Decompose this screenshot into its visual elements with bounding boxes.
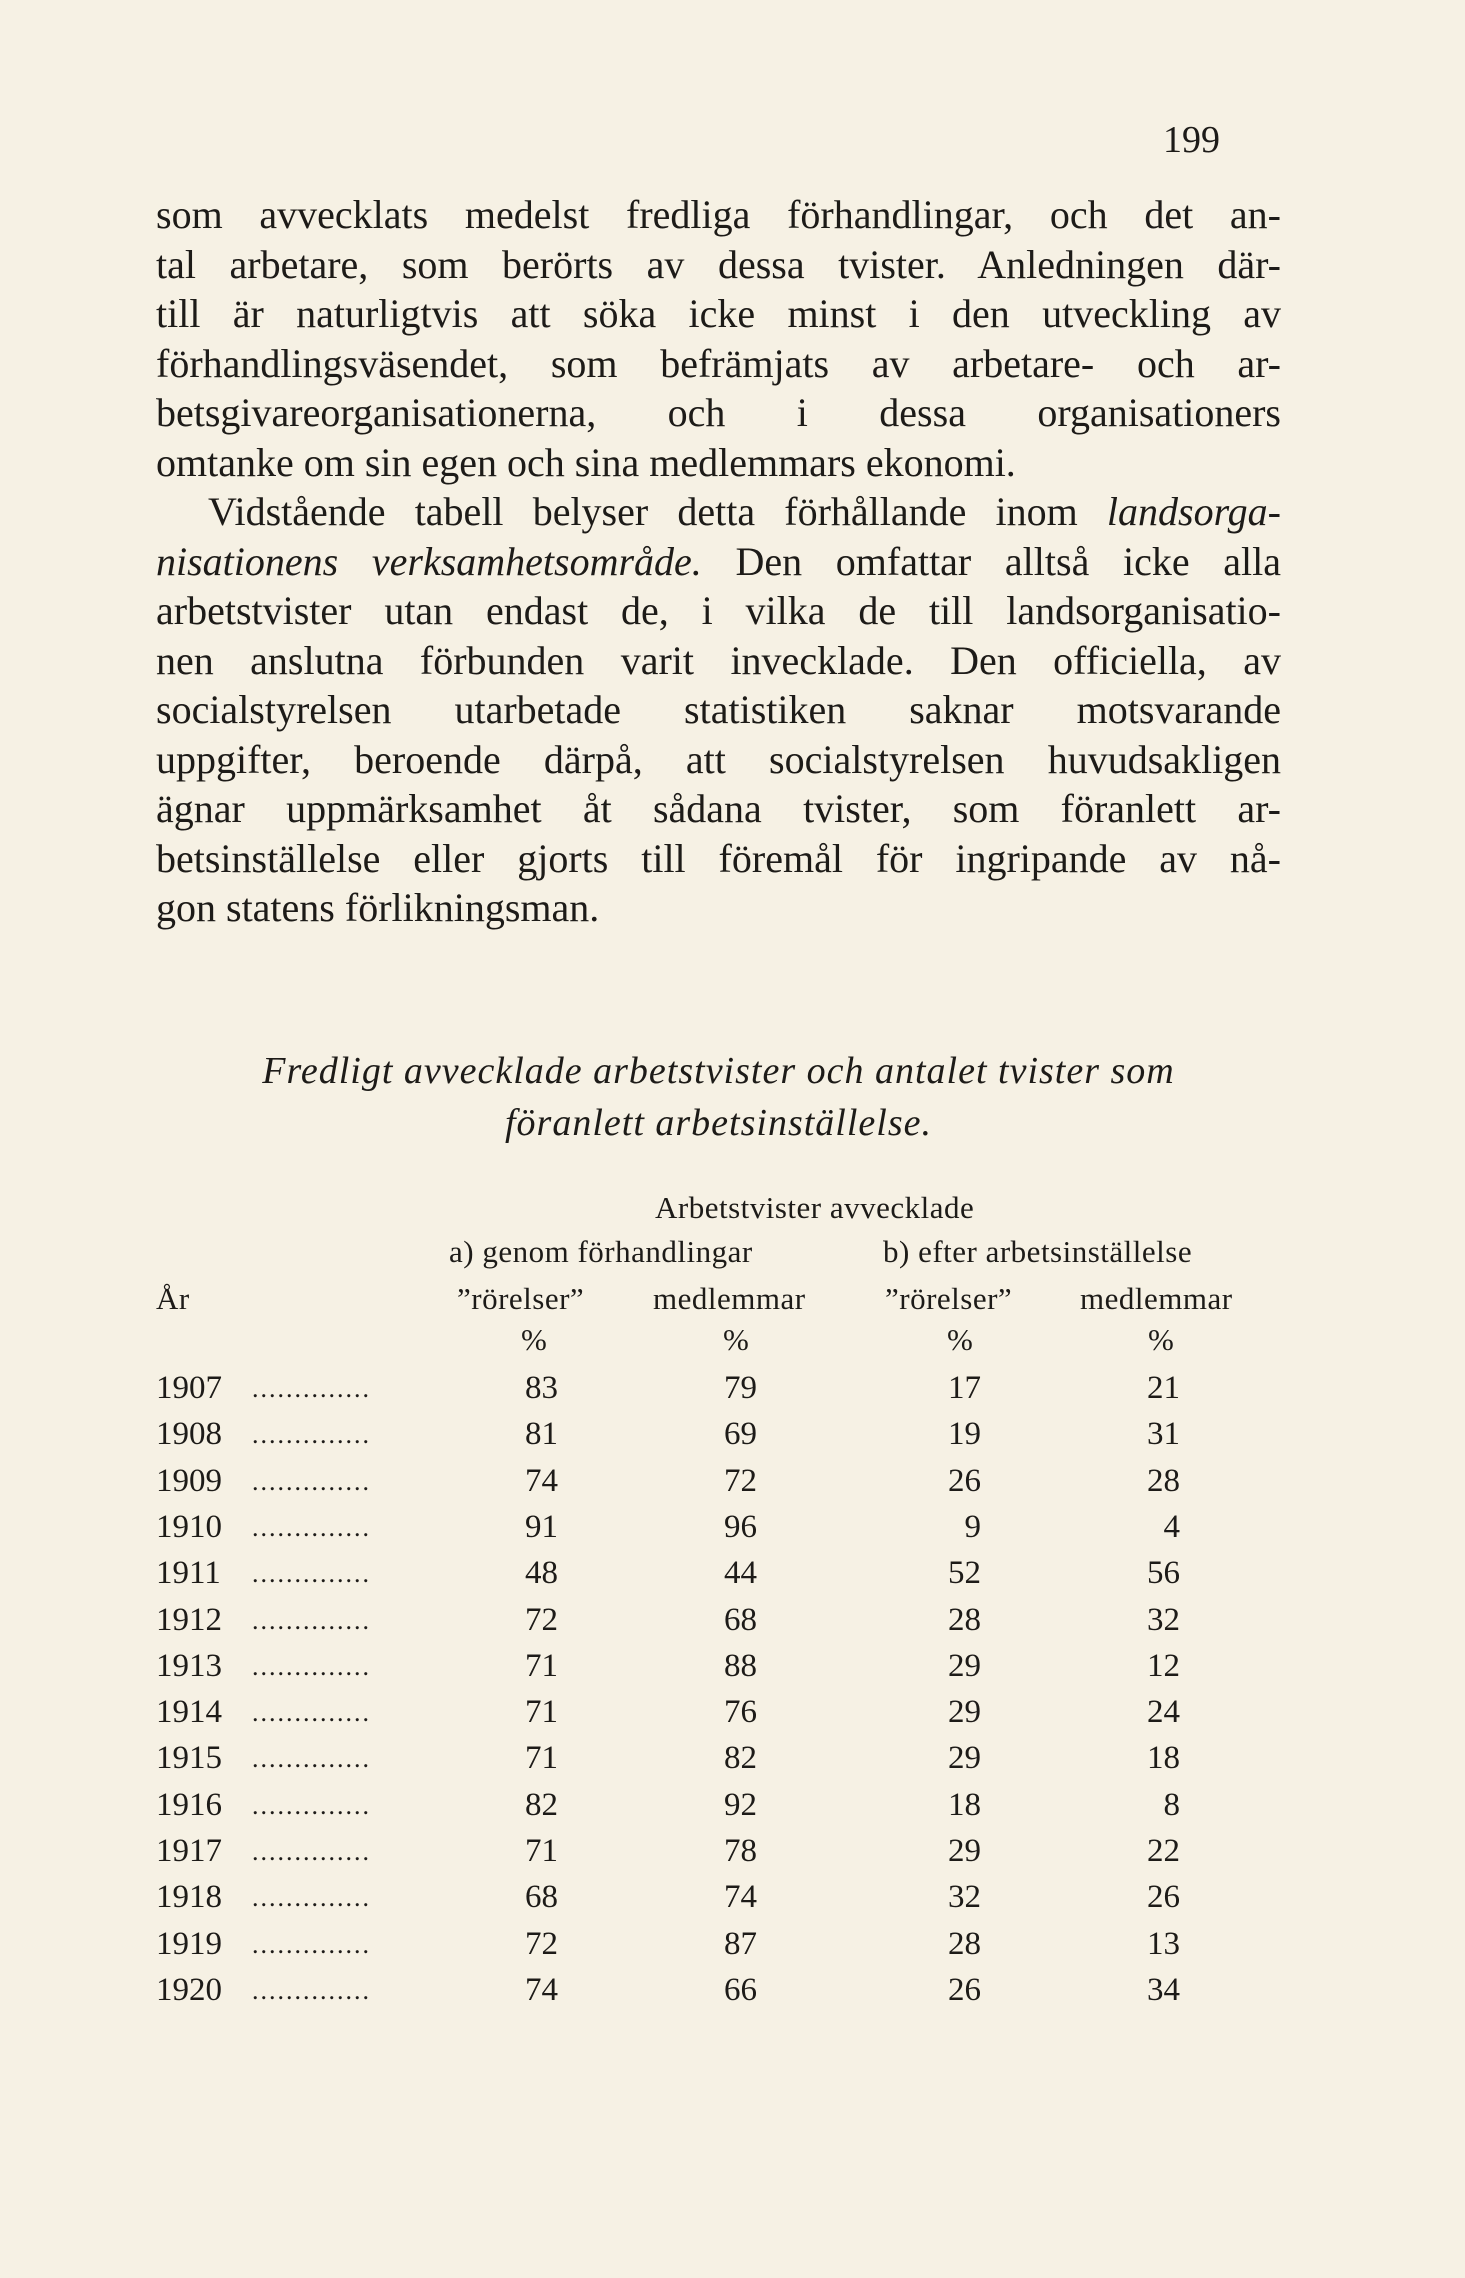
value-cell-b-med: 22 — [1147, 1833, 1180, 1869]
text-run: Vidstående tabell belyser detta förhållande inom — [208, 489, 1107, 534]
year-cell: 1916 — [156, 1786, 222, 1823]
text-line: nen anslutna förbunden varit invecklade. Den officiella, av — [156, 637, 1281, 683]
text-line: förhandlingsväsendet, som befrämjats av arbetare- och ar- — [156, 340, 1281, 386]
text-line: tal arbetare, som berörts av dessa tvister. Anledningen där- — [156, 241, 1281, 287]
value-cell-b-ror: 28 — [948, 1601, 981, 1638]
header-col-b-rorelser: ”rörelser” — [885, 1281, 1013, 1316]
unit-percent: % — [1148, 1322, 1175, 1357]
text-line: arbetstvister utan endast de, i vilka de till landsorganisatio- — [156, 588, 1281, 633]
table-row — [0, 1648, 1465, 1694]
value-cell-a-med: 66 — [724, 1971, 757, 2008]
header-top: Arbetstvister avvecklade — [655, 1190, 975, 1225]
table-row — [0, 1694, 1465, 1740]
leader-dots: .............. — [252, 1651, 371, 1681]
value-cell-b-med: 8 — [1163, 1786, 1180, 1823]
value-cell-a-med: 76 — [724, 1694, 757, 1731]
value-cell-b-ror: 19 — [948, 1416, 981, 1453]
value-cell-a-ror: 71 — [525, 1694, 558, 1731]
text-line: gon statens förlikningsman. — [156, 885, 600, 930]
table-row — [0, 1972, 1465, 2018]
table-row — [0, 1416, 1465, 1462]
table-row — [0, 1602, 1465, 1648]
leader-dots: .............. — [252, 1466, 371, 1496]
header-col-a-rorelser: ”rörelser” — [457, 1281, 585, 1316]
year-cell: 1913 — [156, 1647, 222, 1684]
value-cell-a-ror: 74 — [525, 1971, 558, 2008]
unit-percent: % — [723, 1322, 750, 1357]
leader-dots: .............. — [252, 1559, 371, 1589]
value-cell-a-ror: 91 — [525, 1508, 558, 1545]
leader-dots: .............. — [252, 1420, 371, 1450]
year-cell: 1920 — [156, 1971, 222, 2008]
value-cell-a-med: 92 — [724, 1786, 757, 1823]
text-line — [156, 537, 1281, 587]
value-cell-a-ror: 72 — [525, 1601, 558, 1638]
table-title-line: föranlett arbetsinställelse. — [505, 1102, 932, 1144]
value-cell-a-med: 74 — [724, 1879, 757, 1916]
unit-percent: % — [521, 1322, 548, 1357]
text-line: betsinställelse eller gjorts till föremål för ingripande av nå- — [156, 835, 1281, 881]
text-line: uppgifter, beroende därpå, att socialstyrelsen huvudsakligen — [156, 736, 1281, 782]
header-group-a: a) genom förhandlingar — [449, 1234, 753, 1269]
value-cell-b-med: 21 — [1147, 1370, 1180, 1406]
table-row — [0, 1879, 1465, 1925]
value-cell-b-med: 28 — [1147, 1462, 1180, 1499]
value-cell-b-ror: 32 — [948, 1879, 981, 1916]
text-run: Den omfattar alltså icke alla — [701, 538, 1281, 584]
page-number: 199 — [1163, 119, 1220, 161]
leader-dots: .............. — [252, 1605, 371, 1635]
year-cell: 1909 — [156, 1462, 222, 1499]
text-line — [156, 487, 1281, 537]
value-cell-a-ror: 81 — [525, 1416, 558, 1453]
value-cell-b-ror: 29 — [948, 1694, 981, 1731]
value-cell-b-ror: 18 — [948, 1786, 981, 1823]
value-cell-a-ror: 71 — [525, 1647, 558, 1684]
year-cell: 1919 — [156, 1925, 222, 1962]
italic-term: nisationens verksamhetsområde. — [156, 538, 702, 584]
value-cell-b-med: 4 — [1163, 1508, 1180, 1545]
value-cell-a-med: 44 — [724, 1555, 757, 1592]
header-group-b: b) efter arbetsinställelse — [883, 1234, 1193, 1269]
value-cell-a-med: 82 — [724, 1740, 757, 1777]
text-line: socialstyrelsen utarbetade statistiken saknar motsvarande — [156, 687, 1281, 732]
leader-dots: .............. — [252, 1698, 371, 1728]
text-line: till är naturligtvis att söka icke minst i den utveckling av — [156, 291, 1281, 336]
value-cell-b-med: 31 — [1147, 1416, 1180, 1453]
value-cell-b-med: 34 — [1147, 1971, 1180, 2008]
leader-dots: .............. — [252, 1975, 371, 2005]
value-cell-a-ror: 71 — [525, 1740, 558, 1777]
year-cell: 1911 — [156, 1555, 221, 1592]
value-cell-b-med: 56 — [1147, 1555, 1180, 1592]
table-row — [0, 1926, 1465, 1972]
value-cell-b-med: 18 — [1147, 1740, 1180, 1777]
value-cell-a-ror: 82 — [525, 1786, 558, 1823]
body-text — [156, 190, 1281, 933]
header-col-a-medlemmar: medlemmar — [653, 1281, 806, 1316]
value-cell-a-ror: 74 — [525, 1462, 558, 1499]
table-row — [0, 1509, 1465, 1555]
header-col-b-medlemmar: medlemmar — [1080, 1281, 1233, 1316]
value-cell-b-med: 26 — [1147, 1879, 1180, 1916]
leader-dots: .............. — [252, 1744, 371, 1774]
value-cell-b-ror: 52 — [948, 1555, 981, 1592]
value-cell-a-med: 68 — [724, 1601, 757, 1638]
table-row — [0, 1463, 1465, 1509]
value-cell-a-med: 72 — [724, 1462, 757, 1499]
leader-dots: .............. — [252, 1374, 371, 1403]
text-line: betsgivareorganisationerna, och i dessa organisationers — [156, 390, 1281, 435]
value-cell-b-ror: 29 — [948, 1740, 981, 1777]
value-cell-b-med: 12 — [1147, 1647, 1180, 1684]
value-cell-a-ror: 83 — [525, 1370, 558, 1406]
value-cell-b-ror: 28 — [948, 1925, 981, 1962]
italic-term: landsorga- — [1106, 489, 1281, 534]
value-cell-a-med: 87 — [724, 1925, 757, 1962]
header-year: År — [156, 1281, 190, 1316]
table-title — [156, 1045, 1281, 1149]
value-cell-a-med: 88 — [724, 1647, 757, 1684]
leader-dots: .............. — [252, 1929, 371, 1959]
value-cell-a-med: 69 — [724, 1416, 757, 1453]
value-cell-b-ror: 9 — [964, 1508, 981, 1545]
year-cell: 1910 — [156, 1508, 222, 1545]
value-cell-b-med: 32 — [1147, 1601, 1180, 1638]
table-row — [0, 1787, 1465, 1833]
year-cell: 1907 — [156, 1370, 222, 1406]
value-cell-a-ror: 72 — [525, 1925, 558, 1962]
table-row — [0, 1555, 1465, 1601]
value-cell-b-ror: 26 — [948, 1462, 981, 1499]
table-row — [0, 1370, 1465, 1416]
leader-dots: .............. — [252, 1883, 371, 1913]
leader-dots: .............. — [252, 1790, 371, 1820]
year-cell: 1917 — [156, 1833, 222, 1869]
value-cell-a-ror: 71 — [525, 1833, 558, 1869]
table-title-line: Fredligt avvecklade arbetstvister och antalet tvister som — [262, 1050, 1175, 1092]
text-line: som avvecklats medelst fredliga förhandlingar, och det an- — [156, 192, 1281, 237]
value-cell-b-ror: 29 — [948, 1833, 981, 1869]
table-row — [0, 1740, 1465, 1786]
leader-dots: .............. — [252, 1837, 371, 1866]
value-cell-a-med: 79 — [724, 1370, 757, 1406]
year-cell: 1918 — [156, 1879, 222, 1916]
year-cell: 1912 — [156, 1601, 222, 1638]
value-cell-b-ror: 17 — [948, 1370, 981, 1406]
value-cell-b-ror: 29 — [948, 1647, 981, 1684]
leader-dots: .............. — [252, 1512, 371, 1542]
value-cell-b-med: 24 — [1147, 1694, 1180, 1731]
value-cell-b-ror: 26 — [948, 1971, 981, 2008]
value-cell-a-ror: 68 — [525, 1879, 558, 1916]
table-row — [0, 1833, 1465, 1879]
year-cell: 1908 — [156, 1416, 222, 1453]
value-cell-a-med: 78 — [724, 1833, 757, 1869]
year-cell: 1914 — [156, 1694, 222, 1731]
value-cell-b-med: 13 — [1147, 1925, 1180, 1962]
value-cell-a-ror: 48 — [525, 1555, 558, 1592]
text-line: ägnar uppmärksamhet åt sådana tvister, som föranlett ar- — [156, 786, 1281, 831]
unit-percent: % — [947, 1322, 974, 1357]
year-cell: 1915 — [156, 1740, 222, 1777]
value-cell-a-med: 96 — [724, 1508, 757, 1545]
text-line: omtanke om sin egen och sina medlemmars ekonomi. — [156, 439, 1016, 485]
